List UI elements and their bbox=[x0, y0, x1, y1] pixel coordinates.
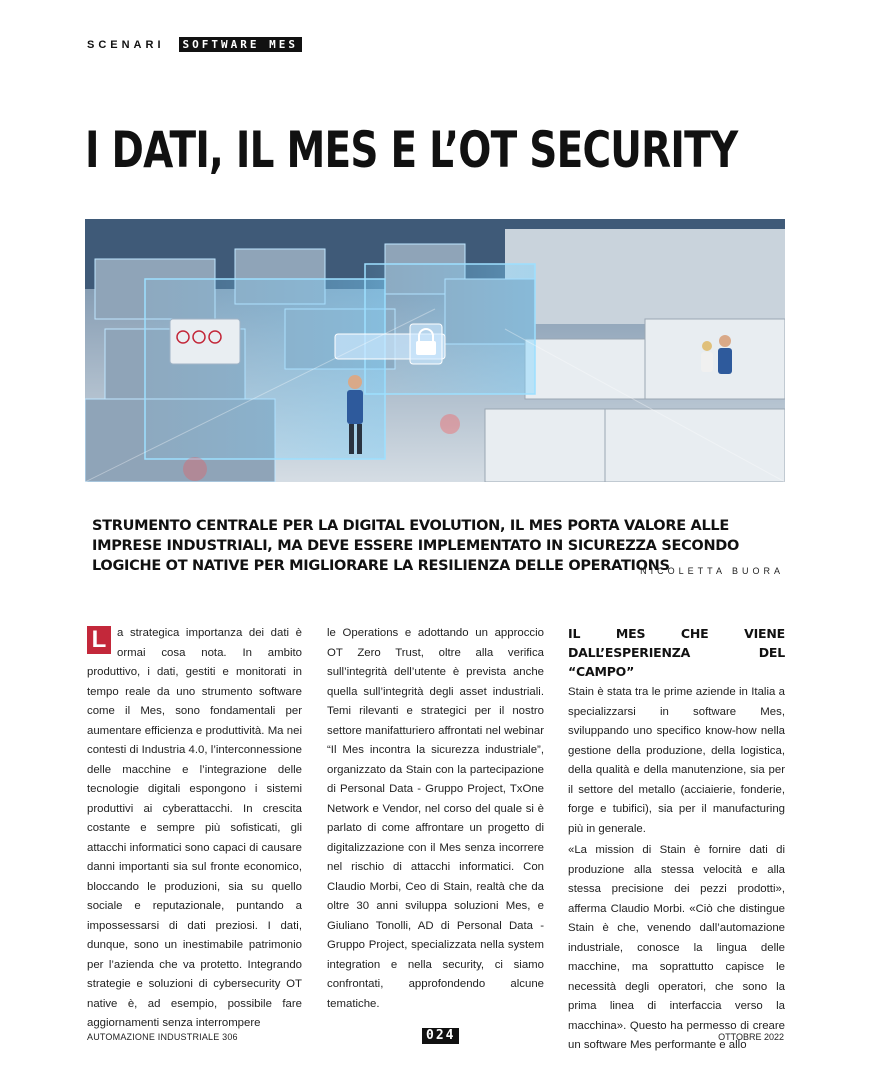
section-subhead: IL MES CHE VIENE DALL’ESPERIENZA DEL “CAMPO” bbox=[568, 626, 785, 679]
article-title: I DATI, IL MES E L’OT SECURITY bbox=[85, 121, 738, 179]
section-tag: SOFTWARE MES bbox=[179, 37, 302, 52]
drop-cap: L bbox=[87, 626, 111, 654]
footer-publication: AUTOMAZIONE INDUSTRIALE 306 bbox=[87, 1032, 238, 1042]
body-paragraph: Stain è stata tra le prime aziende in Italia a specializzarsi in software Mes, sviluppando uno specifico know-how nella gestione della produzione, della logistica, della qualità e della manutenzione, sia per il settore del metallo (acciaierie, fonderie, forge e tubifici), sia per il manufacturing più in generale. bbox=[568, 686, 785, 835]
body-text: le Operations e adottando un approccio OT Zero Trust, oltre alla verifica sull’integrità dell’utente è prevista anche quella sull’integrità degli asset industriali. Temi rilevanti e strategici per il nostro settore manifatturiero affrontati nel webinar “Il Mes incontra la sicurezza industriale”, organizzato da Stain con la partecipazione di Personal Data - Gruppo Project, TxOne Network e Vendor, nel corso del quale si è parlato di come affrontare un progetto di digitalizzazione con il Mes senza incorrere nel rischio di attacchi informatici. Con Claudio Morbi, Ceo di Stain, realtà che da oltre 30 anni sviluppa soluzioni Mes, e Giuliano Tonolli, AD di Personal Data - Gruppo Project, specializzata nella system integration e nella security, ci siamo confrontati, approfondendo alcune tematiche. bbox=[327, 627, 544, 1010]
section-header bbox=[87, 37, 302, 52]
section-label: SCENARI bbox=[87, 38, 165, 51]
body-text: a strategica importanza dei dati è ormai cosa nota. In ambito produttivo, i dati, gestiti e monitorati in tempo reale da uno strumento software come il Mes, sono fondamentali per aumentare efficienza e produttività. Ma nei contesti di Industria 4.0, l’interconnessione delle macchine e l’integrazione delle tecnologie digitali espongono i sistemi produttivi ai cyberattacchi. In crescita costante e sempre più sofisticati, gli attacchi informatici sono capaci di causare danni importanti sia sul fronte economico, bloccando le produzioni, sia su quello sociale e reputazionale, puntando a impossessarsi di dati preziosi. I dati, dunque, sono un inestimabile patrimonio per l’azienda che va protetto. Integrando strategie e soluzioni di cybersecurity OT native è, ad esempio, possibile fare aggiornamenti senza interrompere bbox=[87, 627, 302, 1029]
author-name: NICOLETTA BUORA bbox=[640, 566, 784, 576]
page-number: 024 bbox=[422, 1028, 459, 1044]
body-column-2 bbox=[327, 624, 544, 1014]
factory-photo bbox=[85, 219, 785, 482]
body-column-1 bbox=[87, 624, 302, 1034]
article-lead: STRUMENTO CENTRALE PER LA DIGITAL EVOLUTION, IL MES PORTA VALORE ALLE IMPRESE INDUSTRIALI, MA DEVE ESSERE IMPLEMENTATO IN SICUREZZA SECONDO LOGICHE OT NATIVE PER MIGLIORARE LA RESILIENZA DELLE OPERATIONS bbox=[92, 518, 740, 574]
footer-date: OTTOBRE 2022 bbox=[718, 1032, 784, 1042]
body-column-3 bbox=[568, 624, 785, 1056]
factory-illustration bbox=[85, 219, 785, 482]
body-paragraph: «La mission di Stain è fornire dati di produzione alla stessa velocità e alla stessa precisione dei pezzi prodotti», afferma Claudio Morbi. «Ciò che distingue Stain è che, venendo dall’automazione industriale, conosce la lingua delle macchine, ma soprattutto capisce le necessità degli operatori, che sono la prima linea di interfaccia verso la macchina». Questo ha permesso di creare un software Mes performante e allo bbox=[568, 844, 785, 1051]
